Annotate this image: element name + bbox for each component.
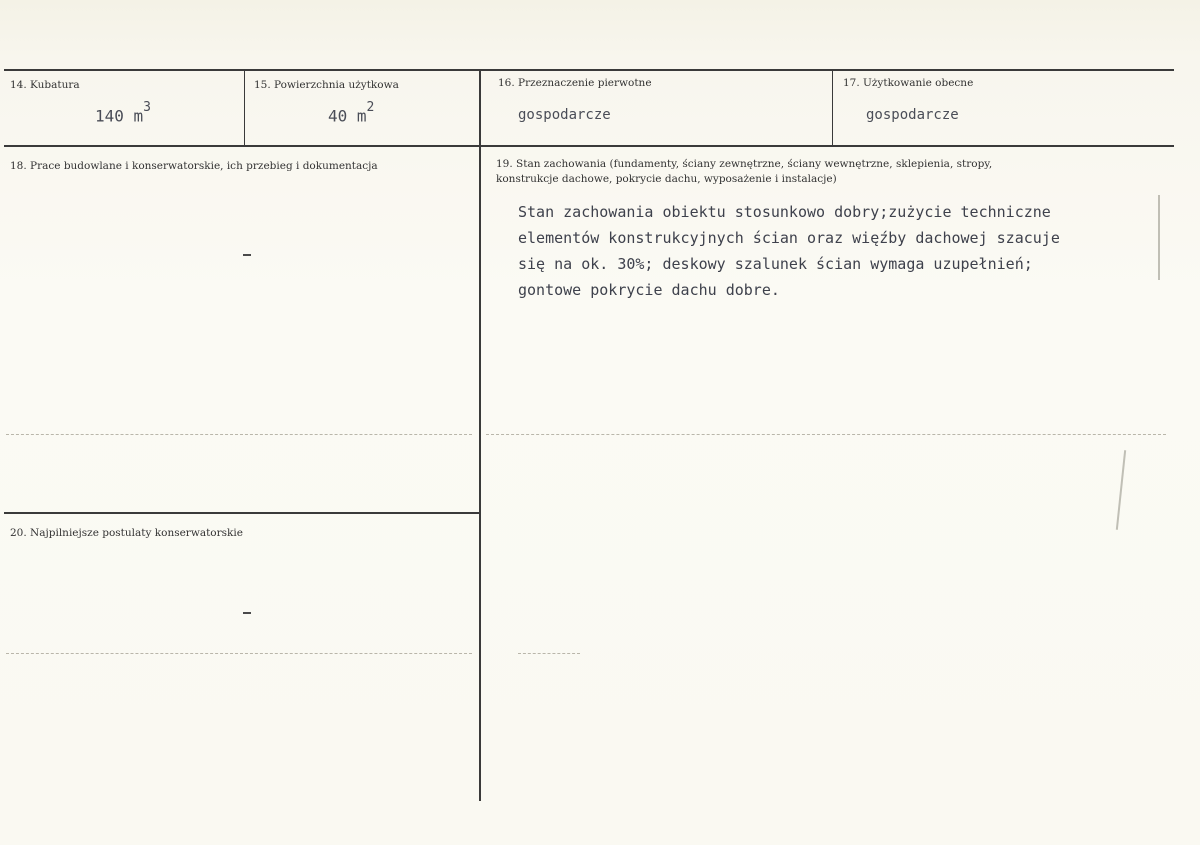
guide-line [486, 434, 1166, 435]
field-18-label: 18. Prace budowlane i konserwatorskie, ich przebieg i dokumentacja [10, 160, 378, 172]
header-row-bottom-rule [4, 145, 1174, 147]
guide-line [6, 434, 472, 435]
section-20-top-rule [4, 512, 480, 514]
field-15-value [328, 100, 375, 126]
field-16-value: gospodarcze [518, 107, 611, 123]
field-16-label: 16. Przeznaczenie pierwotne [498, 77, 652, 89]
field-14-unit-exponent: 3 [143, 100, 151, 115]
col-divider-2 [479, 71, 481, 801]
guide-line [518, 653, 580, 654]
field-19-text-line-2: elementów konstrukcyjnych ścian oraz więźby dachowej szacuje [518, 229, 1060, 247]
field-15-unit-exponent: 2 [366, 100, 375, 115]
field-15-label: 15. Powierzchnia użytkowa [254, 79, 399, 91]
field-19-label-line1: 19. Stan zachowania (fundamenty, ściany zewnętrzne, ściany wewnętrzne, sklepienia, stropy, [496, 158, 993, 170]
top-rule [4, 69, 1174, 71]
field-17-label: 17. Użytkowanie obecne [843, 77, 974, 89]
field-19-text-line-3: się na ok. 30%; deskowy szalunek ścian wymaga uzupełnień; [518, 255, 1033, 273]
guide-line [6, 653, 472, 654]
field-17-value: gospodarcze [866, 107, 959, 123]
col-divider-1 [244, 71, 245, 145]
field-14-label: 14. Kubatura [10, 79, 80, 91]
field-15-number: 40 m [328, 106, 367, 126]
field-19-text-line-4: gontowe pokrycie dachu dobre. [518, 281, 780, 299]
field-19-label-line2: konstrukcje dachowe, pokrycie dachu, wyposażenie i instalacje) [496, 173, 837, 185]
scan-smudge [1116, 450, 1126, 530]
scan-smudge [1158, 195, 1160, 280]
field-19-text-line-1: Stan zachowania obiektu stosunkowo dobry;zużycie techniczne [518, 203, 1051, 221]
col-divider-3 [832, 71, 833, 145]
field-20-label: 20. Najpilniejsze postulaty konserwatorskie [10, 527, 243, 539]
field-20-empty-mark [243, 612, 251, 614]
field-14-value [95, 100, 151, 126]
field-14-number: 140 m [95, 106, 144, 126]
field-18-empty-mark [243, 254, 251, 256]
